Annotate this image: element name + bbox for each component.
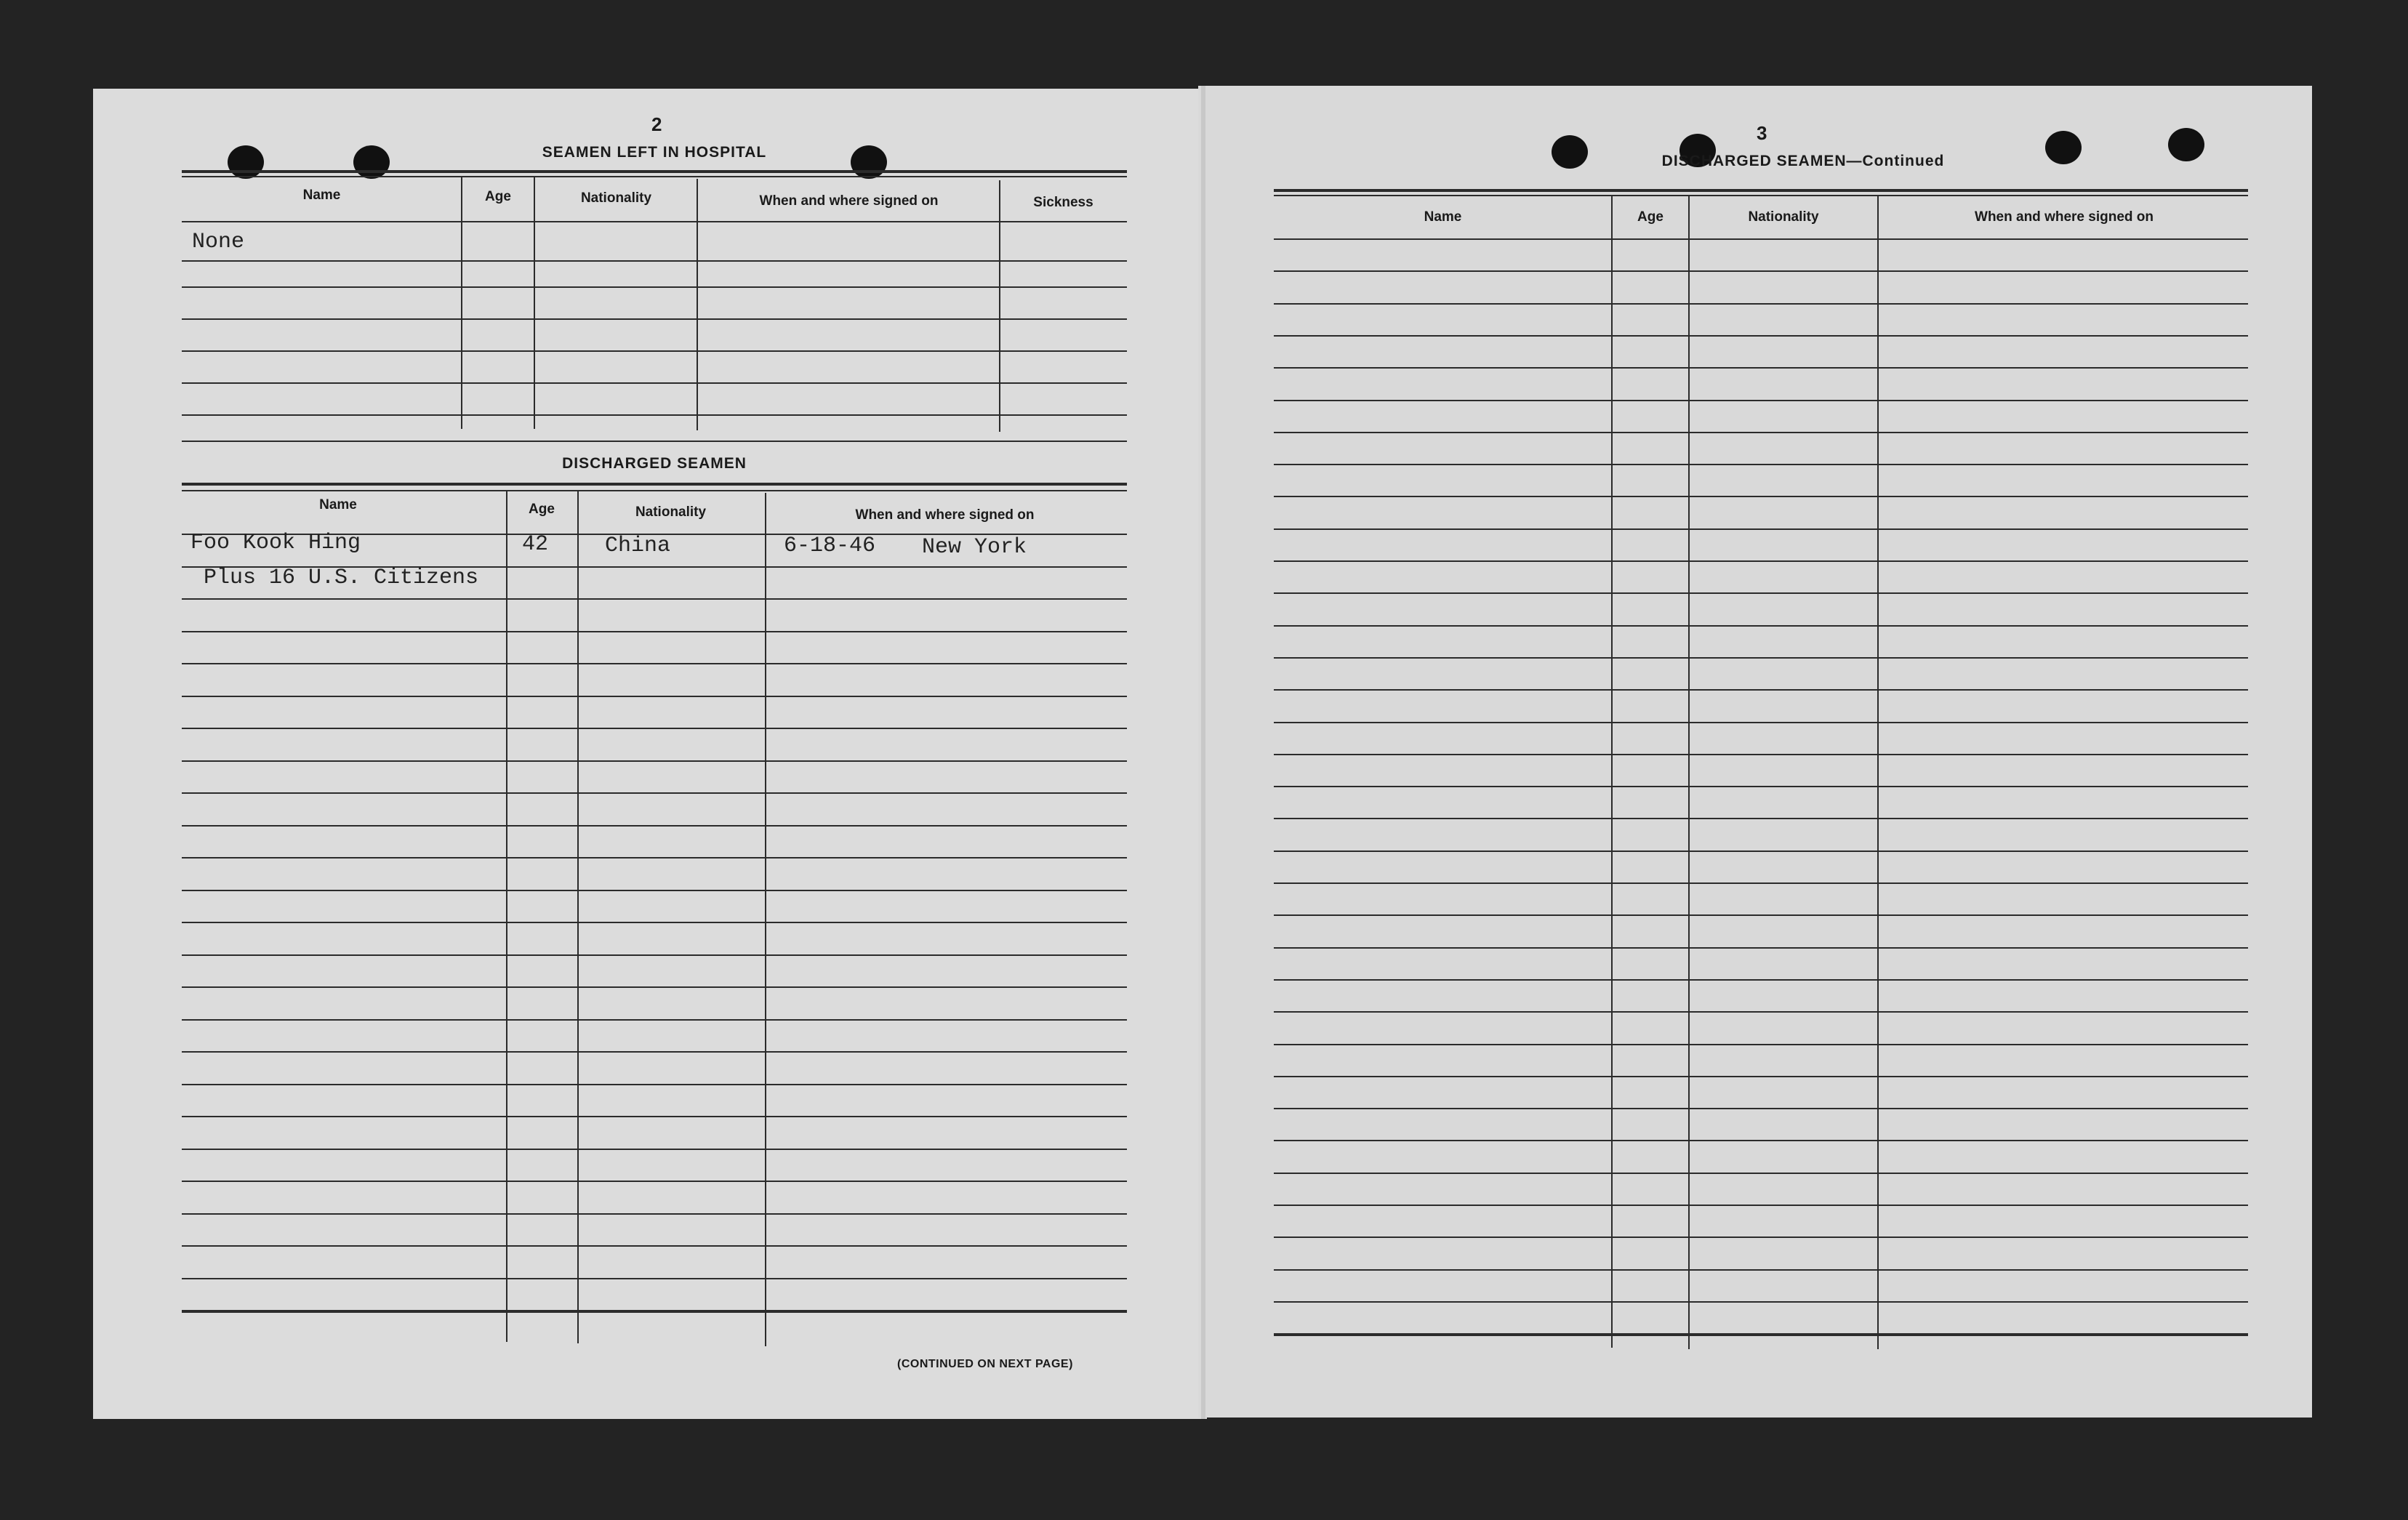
row-rule	[1274, 303, 2248, 305]
row-rule	[1274, 560, 2248, 562]
row-rule	[182, 696, 1127, 697]
page-fold	[1201, 86, 1205, 1419]
row-rule	[182, 1181, 1127, 1182]
row-rule	[182, 890, 1127, 891]
row-rule	[1274, 689, 2248, 691]
hospital-section-title: SEAMEN LEFT IN HOSPITAL	[542, 144, 767, 161]
table-rule	[182, 490, 1127, 491]
row-rule	[182, 663, 1127, 664]
row-rule	[1274, 882, 2248, 884]
row-rule	[1274, 818, 2248, 819]
table-rule	[1274, 189, 2248, 192]
page-number: 3	[1757, 122, 1767, 144]
hospital-row-name: None	[192, 230, 245, 254]
column-header-age: Age	[529, 502, 555, 517]
discharged-continued-title: DISCHARGED SEAMEN—Continued	[1661, 153, 1945, 169]
row-rule	[182, 1019, 1127, 1021]
row-rule	[1274, 1333, 2248, 1336]
row-rule	[1274, 657, 2248, 659]
row-rule	[1274, 1076, 2248, 1077]
column-rule	[999, 180, 1000, 432]
row-rule	[1274, 592, 2248, 594]
column-header-sickness: Sickness	[1033, 195, 1093, 210]
column-rule	[1877, 196, 1879, 1349]
column-rule	[765, 493, 766, 1346]
punch-hole	[1552, 135, 1588, 169]
row-rule	[182, 1084, 1127, 1085]
row-rule	[182, 922, 1127, 923]
row-rule	[1274, 1205, 2248, 1206]
row-rule	[1274, 1044, 2248, 1045]
row-rule	[1274, 625, 2248, 627]
row-rule	[1274, 400, 2248, 401]
row-rule	[182, 1149, 1127, 1150]
column-header-age: Age	[1637, 209, 1663, 225]
row-rule	[182, 1116, 1127, 1117]
discharged-section-title: DISCHARGED SEAMEN	[562, 455, 747, 472]
table-rule	[182, 170, 1127, 173]
row-rule	[182, 1245, 1127, 1247]
discharged-row-signed-place: New York	[922, 535, 1027, 560]
column-header-signed-on: When and where signed on	[855, 507, 1035, 523]
left-page	[93, 89, 1207, 1419]
column-header-nationality: Nationality	[635, 504, 707, 520]
row-rule	[182, 382, 1127, 384]
right-page	[1198, 86, 2312, 1418]
row-rule	[182, 260, 1127, 262]
punch-hole	[228, 145, 264, 179]
row-rule	[182, 1213, 1127, 1215]
row-rule	[1274, 754, 2248, 755]
row-rule	[1274, 238, 2248, 240]
column-rule	[1611, 196, 1613, 1348]
column-header-nationality: Nationality	[1748, 209, 1819, 225]
column-rule	[461, 177, 462, 429]
row-rule	[1274, 1269, 2248, 1271]
row-rule	[182, 954, 1127, 956]
row-rule	[1274, 1236, 2248, 1238]
row-rule	[1274, 1301, 2248, 1303]
table-rule	[182, 483, 1127, 486]
row-rule	[182, 221, 1127, 222]
row-rule	[182, 318, 1127, 320]
column-header-signed-on: When and where signed on	[1975, 209, 2154, 225]
row-rule	[1274, 1140, 2248, 1141]
column-rule	[697, 179, 698, 430]
table-rule	[182, 176, 1127, 177]
column-header-name: Name	[319, 497, 357, 512]
discharged-row-age: 42	[522, 532, 549, 557]
row-rule	[1274, 786, 2248, 787]
row-rule	[182, 728, 1127, 729]
column-header-name: Name	[1424, 209, 1462, 225]
column-header-nationality: Nationality	[580, 190, 652, 206]
punch-hole	[2045, 131, 2082, 164]
discharged-row-name: Foo Kook Hing	[190, 531, 361, 555]
punch-hole	[353, 145, 390, 179]
row-rule	[182, 414, 1127, 416]
column-header-name: Name	[302, 188, 341, 203]
column-header-signed-on: When and where signed on	[759, 193, 939, 209]
row-rule	[182, 1310, 1127, 1313]
row-rule	[1274, 914, 2248, 916]
row-rule	[182, 286, 1127, 288]
column-rule	[577, 491, 579, 1343]
row-rule	[182, 598, 1127, 600]
row-rule	[1274, 270, 2248, 272]
row-rule	[182, 857, 1127, 858]
row-rule	[1274, 851, 2248, 852]
row-rule	[182, 986, 1127, 988]
row-rule	[1274, 947, 2248, 949]
table-rule	[1274, 195, 2248, 196]
column-rule	[1688, 196, 1690, 1349]
row-rule	[1274, 496, 2248, 497]
row-rule	[1274, 464, 2248, 465]
row-rule	[1274, 1011, 2248, 1013]
row-rule	[182, 350, 1127, 352]
row-rule	[1274, 432, 2248, 433]
row-rule	[182, 441, 1127, 442]
row-rule	[182, 1278, 1127, 1279]
column-rule	[534, 177, 535, 429]
row-rule	[1274, 335, 2248, 337]
row-rule	[182, 1051, 1127, 1053]
row-rule	[1274, 1108, 2248, 1109]
continued-note: (CONTINUED ON NEXT PAGE)	[897, 1358, 1073, 1370]
row-rule	[1274, 979, 2248, 981]
row-rule	[182, 631, 1127, 632]
discharged-row-name: Plus 16 U.S. Citizens	[204, 566, 479, 590]
discharged-row-signed-date: 6-18-46	[784, 534, 876, 558]
row-rule	[1274, 1173, 2248, 1174]
row-rule	[182, 760, 1127, 762]
column-header-age: Age	[485, 189, 511, 204]
row-rule	[1274, 367, 2248, 369]
row-rule	[1274, 722, 2248, 723]
row-rule	[1274, 528, 2248, 530]
page-number: 2	[651, 113, 662, 135]
row-rule	[182, 792, 1127, 794]
row-rule	[182, 825, 1127, 827]
discharged-row-nationality: China	[605, 534, 671, 558]
punch-hole	[2168, 128, 2204, 161]
